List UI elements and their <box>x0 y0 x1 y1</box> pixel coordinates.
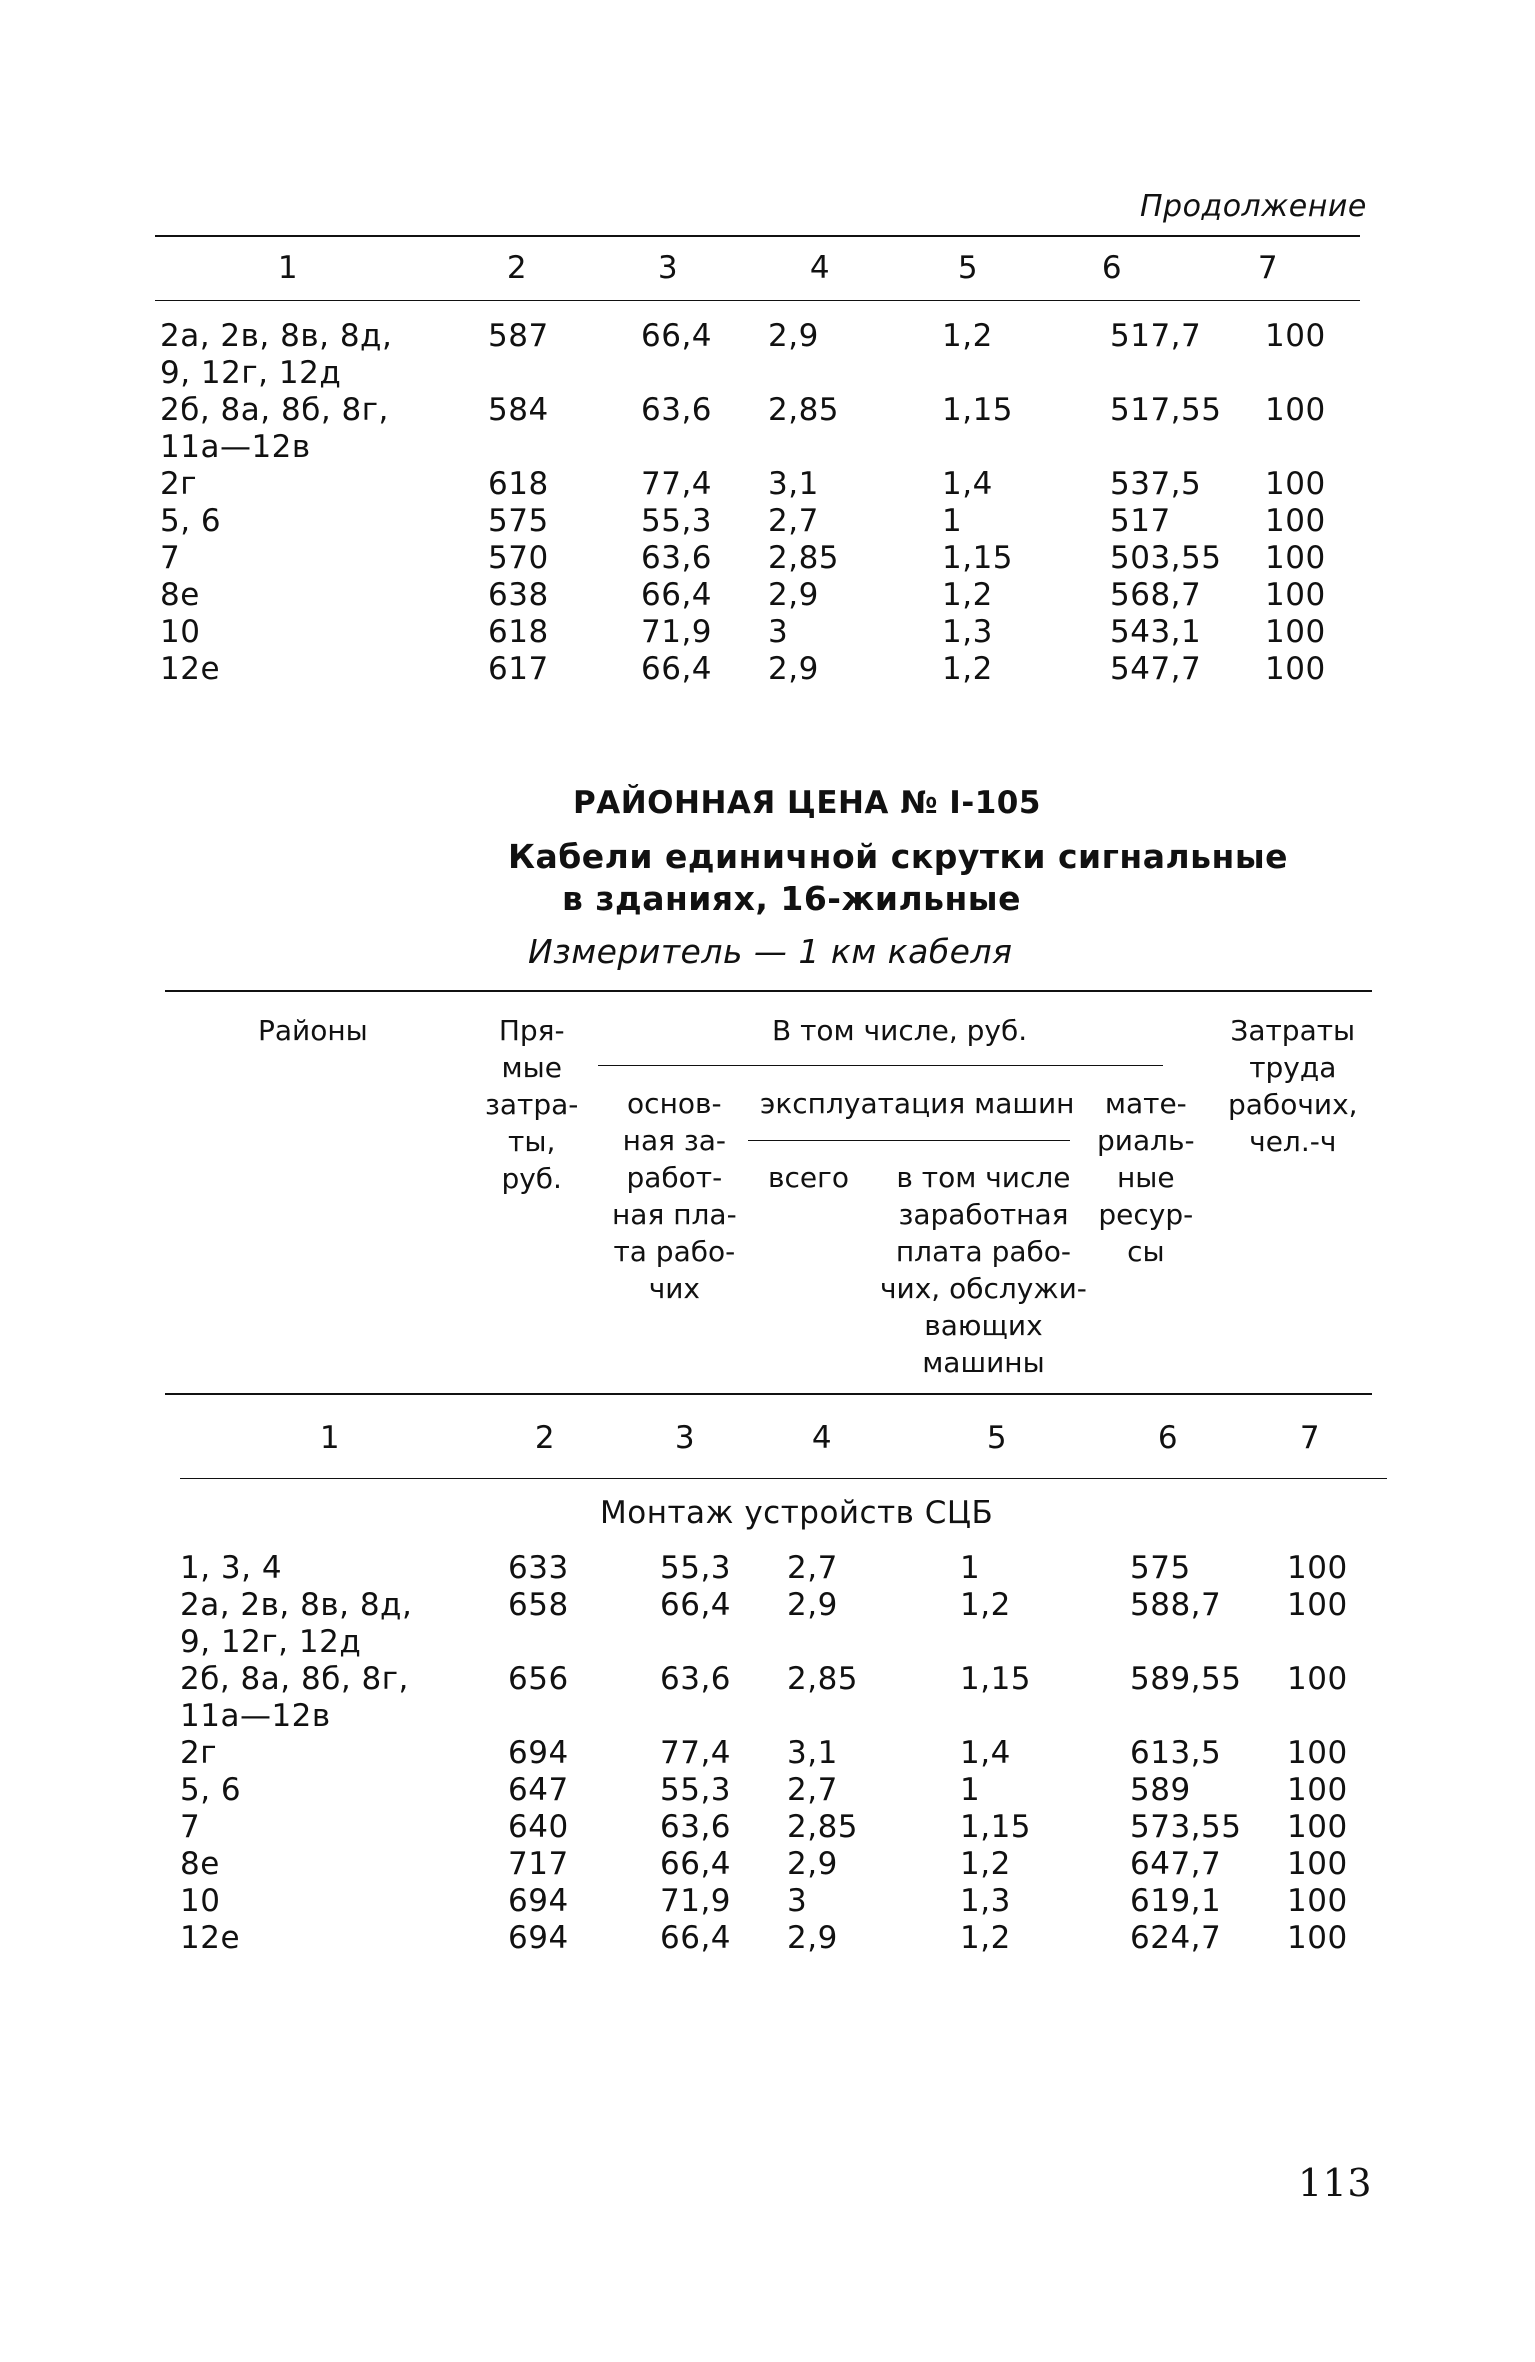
row-cell: 66,4 <box>641 577 713 613</box>
group-title: Монтаж устройств СЦБ <box>600 1495 994 1531</box>
row-cell: 568,7 <box>1110 577 1202 613</box>
row-cell: 100 <box>1287 1809 1348 1845</box>
row-cell: 1,2 <box>942 651 993 687</box>
row-district: 10 <box>160 614 201 650</box>
row-cell: 2,7 <box>768 503 819 539</box>
row-cell: 638 <box>488 577 549 613</box>
row-district-cont: 11а—12в <box>180 1698 331 1734</box>
row-cell: 1,3 <box>960 1883 1011 1919</box>
row-cell: 2,85 <box>787 1809 859 1845</box>
header-machine-ops: эксплуатация машин <box>760 1087 1075 1120</box>
header-including: В том числе, руб. <box>772 1014 1028 1047</box>
row-cell: 517 <box>1110 503 1171 539</box>
row-cell: 100 <box>1287 1661 1348 1697</box>
row-cell: 1 <box>960 1550 981 1586</box>
row-cell: 1 <box>960 1772 981 1808</box>
subtitle-line-2: в зданиях, 16-жильные <box>562 879 1022 918</box>
row-cell: 587 <box>488 318 549 354</box>
header-machine-ops-rule <box>748 1140 1070 1141</box>
column-number: 5 <box>957 250 979 286</box>
row-cell: 613,5 <box>1130 1735 1222 1771</box>
row-cell: 517,7 <box>1110 318 1202 354</box>
table-b-top-rule <box>165 990 1372 992</box>
column-number: 6 <box>1101 250 1123 286</box>
row-cell: 2,9 <box>768 577 819 613</box>
row-cell: 71,9 <box>660 1883 732 1919</box>
row-cell: 3 <box>787 1883 808 1919</box>
row-cell: 55,3 <box>641 503 713 539</box>
row-cell: 1,4 <box>942 466 993 502</box>
row-district: 12е <box>180 1920 241 1956</box>
row-cell: 694 <box>508 1920 569 1956</box>
row-cell: 2,9 <box>787 1920 838 1956</box>
row-cell: 100 <box>1287 1735 1348 1771</box>
row-cell: 570 <box>488 540 549 576</box>
row-cell: 619,1 <box>1130 1883 1222 1919</box>
header-districts: Районы <box>258 1014 368 1047</box>
row-district: 8е <box>180 1846 220 1882</box>
row-cell: 2,85 <box>768 540 840 576</box>
row-cell: 100 <box>1265 540 1326 576</box>
row-cell: 3,1 <box>768 466 819 502</box>
row-cell: 584 <box>488 392 549 428</box>
row-district: 7 <box>160 540 181 576</box>
row-cell: 618 <box>488 614 549 650</box>
header-materials: мате- риаль- ные ресур- сы <box>1097 1087 1195 1268</box>
header-labor: Затраты труда рабочих, чел.-ч <box>1228 1014 1358 1158</box>
row-district-cont: 9, 12г, 12д <box>180 1624 362 1660</box>
row-cell: 589,55 <box>1130 1661 1242 1697</box>
header-incl-wages: в том числе заработная плата рабо- чих, обслужи- вающих машины <box>880 1161 1087 1379</box>
column-number: 3 <box>657 250 679 286</box>
column-number: 4 <box>811 1420 833 1456</box>
row-cell: 2,9 <box>787 1587 838 1623</box>
row-cell: 656 <box>508 1661 569 1697</box>
row-district: 8е <box>160 577 200 613</box>
column-number: 4 <box>809 250 831 286</box>
row-cell: 1,2 <box>942 318 993 354</box>
row-district: 2а, 2в, 8в, 8д, <box>180 1587 413 1623</box>
row-cell: 100 <box>1287 1772 1348 1808</box>
measure-unit: Измеритель — 1 км кабеля <box>528 932 1013 971</box>
row-cell: 100 <box>1287 1550 1348 1586</box>
row-cell: 100 <box>1265 651 1326 687</box>
table-a-top-rule <box>155 235 1360 237</box>
row-cell: 100 <box>1287 1920 1348 1956</box>
column-number: 3 <box>674 1420 696 1456</box>
row-cell: 1,2 <box>960 1587 1011 1623</box>
row-cell: 658 <box>508 1587 569 1623</box>
row-cell: 517,55 <box>1110 392 1222 428</box>
row-cell: 1,15 <box>960 1809 1032 1845</box>
column-number: 7 <box>1257 250 1279 286</box>
row-cell: 575 <box>1130 1550 1191 1586</box>
row-cell: 575 <box>488 503 549 539</box>
column-number: 2 <box>534 1420 556 1456</box>
row-cell: 100 <box>1265 466 1326 502</box>
row-cell: 647,7 <box>1130 1846 1222 1882</box>
row-cell: 1,2 <box>960 1920 1011 1956</box>
row-cell: 66,4 <box>660 1587 732 1623</box>
row-cell: 694 <box>508 1883 569 1919</box>
row-cell: 589 <box>1130 1772 1191 1808</box>
row-district: 2б, 8а, 8б, 8г, <box>180 1661 409 1697</box>
table-b-header-rule <box>165 1393 1372 1395</box>
row-cell: 3 <box>768 614 789 650</box>
row-cell: 1 <box>942 503 963 539</box>
row-cell: 66,4 <box>660 1846 732 1882</box>
row-cell: 55,3 <box>660 1550 732 1586</box>
row-cell: 617 <box>488 651 549 687</box>
column-number: 5 <box>986 1420 1008 1456</box>
price-title: РАЙОННАЯ ЦЕНА № I-105 <box>573 785 1041 821</box>
row-cell: 100 <box>1265 614 1326 650</box>
header-basic-wages: основ- ная за- работ- ная пла- та рабо- чих <box>612 1087 737 1305</box>
row-cell: 647 <box>508 1772 569 1808</box>
row-cell: 100 <box>1265 318 1326 354</box>
row-cell: 3,1 <box>787 1735 838 1771</box>
row-cell: 547,7 <box>1110 651 1202 687</box>
row-district: 2б, 8а, 8б, 8г, <box>160 392 389 428</box>
row-district-cont: 11а—12в <box>160 429 311 465</box>
page-number: 113 <box>1298 2161 1373 2205</box>
header-total: всего <box>768 1161 849 1194</box>
row-cell: 66,4 <box>641 318 713 354</box>
subtitle-line-1: Кабели единичной скрутки сигнальные <box>508 837 1289 876</box>
column-number: 2 <box>506 250 528 286</box>
row-cell: 63,6 <box>660 1661 732 1697</box>
row-cell: 624,7 <box>1130 1920 1222 1956</box>
row-cell: 573,55 <box>1130 1809 1242 1845</box>
row-cell: 1,15 <box>960 1661 1032 1697</box>
row-cell: 100 <box>1265 577 1326 613</box>
row-cell: 2,9 <box>787 1846 838 1882</box>
row-district: 5, 6 <box>160 503 222 539</box>
column-number: 1 <box>277 250 299 286</box>
continuation-label: Продолжение <box>1140 189 1367 224</box>
row-district: 2а, 2в, 8в, 8д, <box>160 318 393 354</box>
row-cell: 2,7 <box>787 1550 838 1586</box>
row-cell: 2,9 <box>768 318 819 354</box>
row-district: 5, 6 <box>180 1772 242 1808</box>
row-cell: 1,15 <box>942 392 1014 428</box>
row-district: 10 <box>180 1883 221 1919</box>
row-cell: 1,3 <box>942 614 993 650</box>
row-cell: 63,6 <box>660 1809 732 1845</box>
header-direct-costs: Пря- мые затра- ты, руб. <box>485 1014 579 1195</box>
row-cell: 2,85 <box>768 392 840 428</box>
row-cell: 100 <box>1265 503 1326 539</box>
row-cell: 63,6 <box>641 540 713 576</box>
row-cell: 66,4 <box>660 1920 732 1956</box>
row-district-cont: 9, 12г, 12д <box>160 355 342 391</box>
row-cell: 1,2 <box>942 577 993 613</box>
header-including-rule <box>598 1065 1163 1066</box>
row-cell: 100 <box>1287 1883 1348 1919</box>
row-cell: 543,1 <box>1110 614 1202 650</box>
row-cell: 2,9 <box>768 651 819 687</box>
row-cell: 66,4 <box>641 651 713 687</box>
row-cell: 588,7 <box>1130 1587 1222 1623</box>
row-cell: 694 <box>508 1735 569 1771</box>
row-district: 2г <box>160 466 198 502</box>
row-cell: 100 <box>1265 392 1326 428</box>
row-cell: 1,4 <box>960 1735 1011 1771</box>
row-cell: 1,15 <box>942 540 1014 576</box>
row-cell: 633 <box>508 1550 569 1586</box>
row-cell: 618 <box>488 466 549 502</box>
row-cell: 2,7 <box>787 1772 838 1808</box>
table-a-header-rule <box>155 300 1360 301</box>
row-cell: 71,9 <box>641 614 713 650</box>
row-cell: 503,55 <box>1110 540 1222 576</box>
table-b-colnum-rule <box>180 1478 1387 1479</box>
row-cell: 640 <box>508 1809 569 1845</box>
row-cell: 537,5 <box>1110 466 1202 502</box>
row-district: 1, 3, 4 <box>180 1550 283 1586</box>
row-cell: 1,2 <box>960 1846 1011 1882</box>
column-number: 6 <box>1157 1420 1179 1456</box>
column-number: 1 <box>319 1420 341 1456</box>
row-district: 12е <box>160 651 221 687</box>
row-cell: 100 <box>1287 1846 1348 1882</box>
row-district: 2г <box>180 1735 218 1771</box>
row-cell: 717 <box>508 1846 569 1882</box>
row-cell: 2,85 <box>787 1661 859 1697</box>
row-cell: 77,4 <box>660 1735 732 1771</box>
row-cell: 55,3 <box>660 1772 732 1808</box>
row-district: 7 <box>180 1809 201 1845</box>
row-cell: 100 <box>1287 1587 1348 1623</box>
row-cell: 77,4 <box>641 466 713 502</box>
column-number: 7 <box>1299 1420 1321 1456</box>
row-cell: 63,6 <box>641 392 713 428</box>
